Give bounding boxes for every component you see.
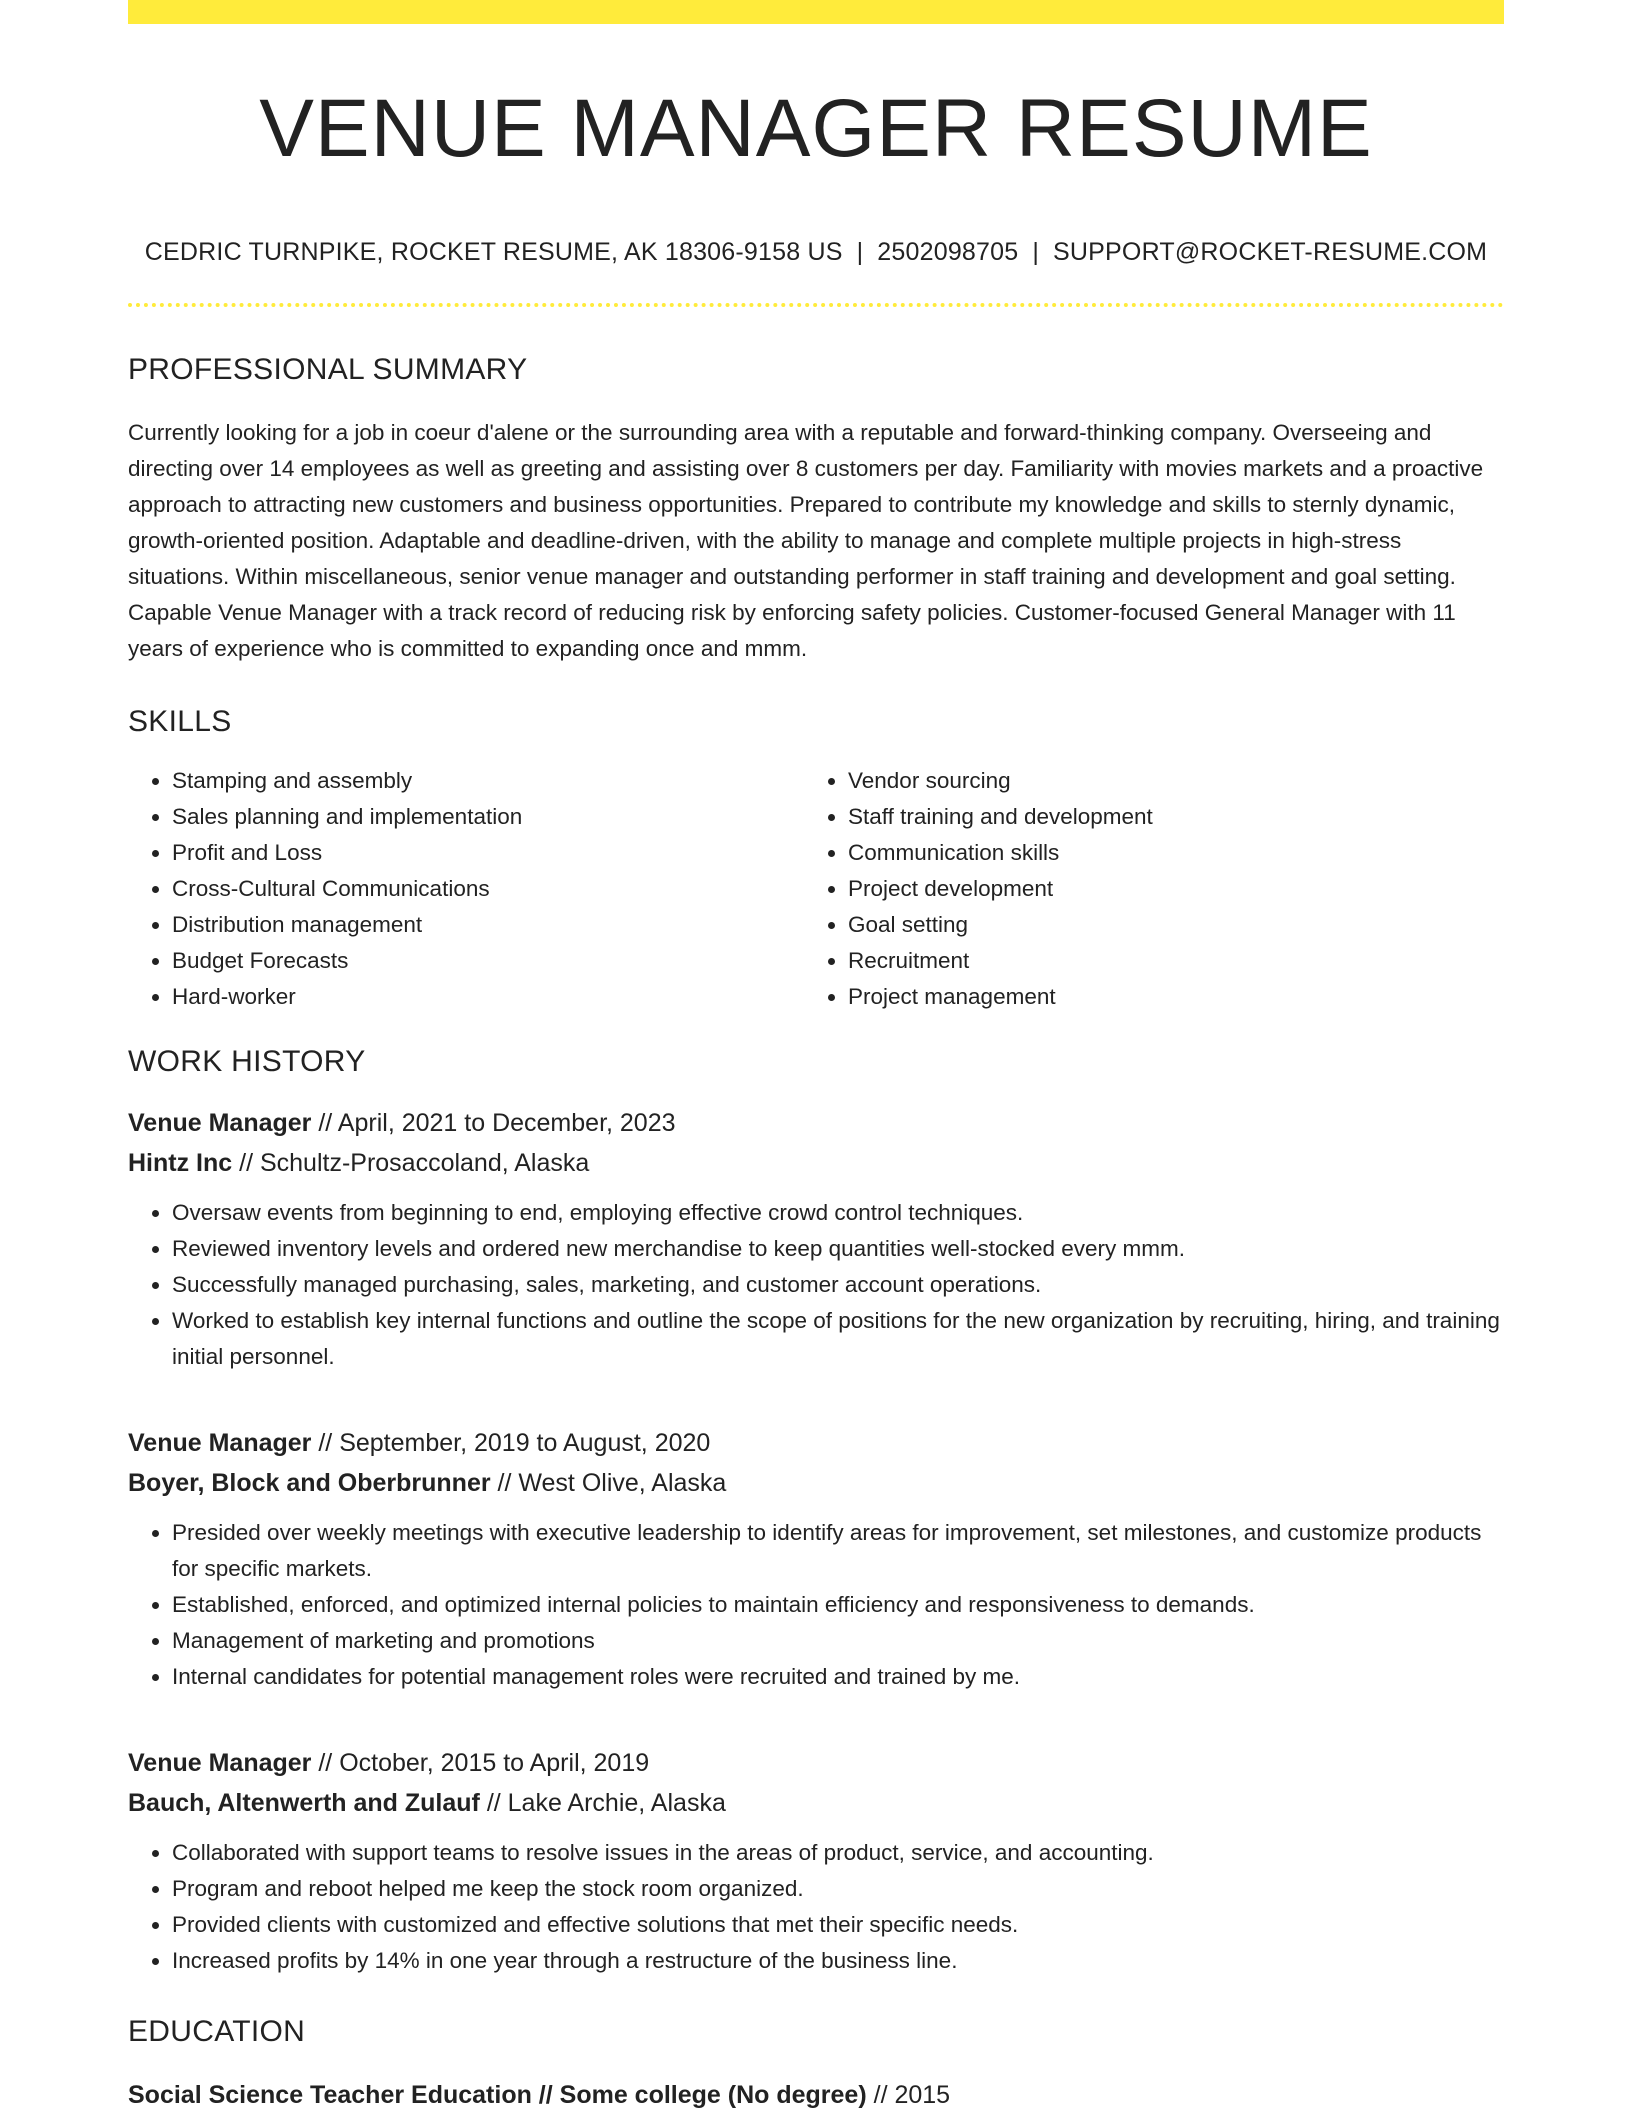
- contact-separator: |: [1032, 238, 1040, 267]
- skill-item: • Hard-worker: [172, 979, 804, 1015]
- skills-column-right: [804, 763, 1480, 1015]
- job-bullet: • Established, enforced, and optimized internal policies to maintain efficiency and responsiveness to demands.: [172, 1587, 1504, 1623]
- job-title-line: [128, 1423, 1504, 1463]
- job-bullets: [128, 1195, 1504, 1375]
- contact-address: CEDRIC TURNPIKE, ROCKET RESUME, AK 18306-9158 US: [144, 238, 843, 267]
- education-entry: [128, 2075, 1504, 2115]
- job-title-line: [128, 1743, 1504, 1783]
- job-company: Boyer, Block and Oberbrunner: [128, 1469, 491, 1498]
- job-location: // West Olive, Alaska: [490, 1469, 727, 1498]
- job-company-line: [128, 1463, 1504, 1503]
- job-entry: [128, 1743, 1504, 1979]
- contact-email: SUPPORT@ROCKET-RESUME.COM: [1053, 238, 1488, 267]
- job-bullet: • Presided over weekly meetings with executive leadership to identify areas for improvement, set milestones, and customize products for specific markets.: [172, 1515, 1504, 1587]
- job-bullet: • Increased profits by 14% in one year through a restructure of the business line.: [172, 1943, 1504, 1979]
- job-bullet: • Worked to establish key internal functions and outline the scope of positions for the new organization by recruiting, hiring, and training initial personnel.: [172, 1303, 1504, 1375]
- skill-item: • Goal setting: [848, 907, 1480, 943]
- job-bullet: • Program and reboot helped me keep the stock room organized.: [172, 1871, 1504, 1907]
- job-bullet: • Successfully managed purchasing, sales, marketing, and customer account operations.: [172, 1267, 1504, 1303]
- accent-top-bar: [128, 0, 1504, 24]
- skill-item: • Recruitment: [848, 943, 1480, 979]
- skill-item: • Budget Forecasts: [172, 943, 804, 979]
- job-dates: // October, 2015 to April, 2019: [311, 1749, 650, 1778]
- education-degree: Social Science Teacher Education // Some college (No degree): [128, 2081, 867, 2110]
- skill-item: • Communication skills: [848, 835, 1480, 871]
- job-bullet: • Management of marketing and promotions: [172, 1623, 1504, 1659]
- job-title: Venue Manager: [128, 1749, 312, 1778]
- work-history-heading: WORK HISTORY: [128, 1045, 366, 1079]
- job-bullet: • Collaborated with support teams to resolve issues in the areas of product, service, and accounting.: [172, 1835, 1504, 1871]
- skills-column-left: [128, 763, 804, 1015]
- summary-heading: PROFESSIONAL SUMMARY: [128, 353, 528, 387]
- contact-phone: 2502098705: [877, 238, 1019, 267]
- skill-item: • Staff training and development: [848, 799, 1480, 835]
- skill-item: • Project development: [848, 871, 1480, 907]
- job-entry: [128, 1103, 1504, 1375]
- job-bullet: • Provided clients with customized and effective solutions that met their specific needs.: [172, 1907, 1504, 1943]
- job-title: Venue Manager: [128, 1109, 312, 1138]
- job-entry: [128, 1423, 1504, 1695]
- resume-title: VENUE MANAGER RESUME: [259, 83, 1373, 174]
- skills-heading: SKILLS: [128, 705, 232, 739]
- education-year: // 2015: [866, 2081, 951, 2110]
- job-company-line: [128, 1143, 1504, 1183]
- job-company: Bauch, Altenwerth and Zulauf: [128, 1789, 480, 1818]
- dotted-divider: [128, 303, 1504, 307]
- contact-separator: |: [856, 238, 864, 267]
- skill-item: • Stamping and assembly: [172, 763, 804, 799]
- job-bullet: • Reviewed inventory levels and ordered new merchandise to keep quantities well-stocked every mmm.: [172, 1231, 1504, 1267]
- job-dates: // April, 2021 to December, 2023: [311, 1109, 676, 1138]
- skill-item: • Vendor sourcing: [848, 763, 1480, 799]
- skill-item: • Project management: [848, 979, 1480, 1015]
- job-dates: // September, 2019 to August, 2020: [311, 1429, 711, 1458]
- job-bullet: • Oversaw events from beginning to end, employing effective crowd control techniques.: [172, 1195, 1504, 1231]
- job-company: Hintz Inc: [128, 1149, 233, 1178]
- resume-page: [128, 0, 1504, 2115]
- job-title: Venue Manager: [128, 1429, 312, 1458]
- job-company-line: [128, 1783, 1504, 1823]
- contact-line: [128, 238, 1504, 267]
- skill-item: • Distribution management: [172, 907, 804, 943]
- job-title-line: [128, 1103, 1504, 1143]
- skill-item: • Sales planning and implementation: [172, 799, 804, 835]
- job-location: // Lake Archie, Alaska: [479, 1789, 726, 1818]
- job-bullets: [128, 1835, 1504, 1979]
- skill-item: • Cross-Cultural Communications: [172, 871, 804, 907]
- job-bullets: [128, 1515, 1504, 1695]
- summary-text: Currently looking for a job in coeur d'alene or the surrounding area with a reputable and forward-thinking company. Overseeing and directing over 14 employees as well as greeting and assisting over 8 customers per day. Familiarity with movies markets and a proactive approach to attracting new customers and business opportunities. Prepared to contribute my knowledge and skills to sternly dynamic, growth-oriented position. Adaptable and deadline-driven, with the ability to manage and complete multiple projects in high-stress situations. Within miscellaneous, senior venue manager and outstanding performer in staff training and development and goal setting. Capable Venue Manager with a track record of reducing risk by enforcing safety policies. Customer-focused General Manager with 11 years of experience who is committed to expanding once and mmm.: [128, 420, 1484, 662]
- skills-list: [128, 763, 1504, 1015]
- education-heading: EDUCATION: [128, 2015, 306, 2049]
- job-bullet: • Internal candidates for potential management roles were recruited and trained by me.: [172, 1659, 1504, 1695]
- skill-item: • Profit and Loss: [172, 835, 804, 871]
- job-location: // Schultz-Prosaccoland, Alaska: [232, 1149, 590, 1178]
